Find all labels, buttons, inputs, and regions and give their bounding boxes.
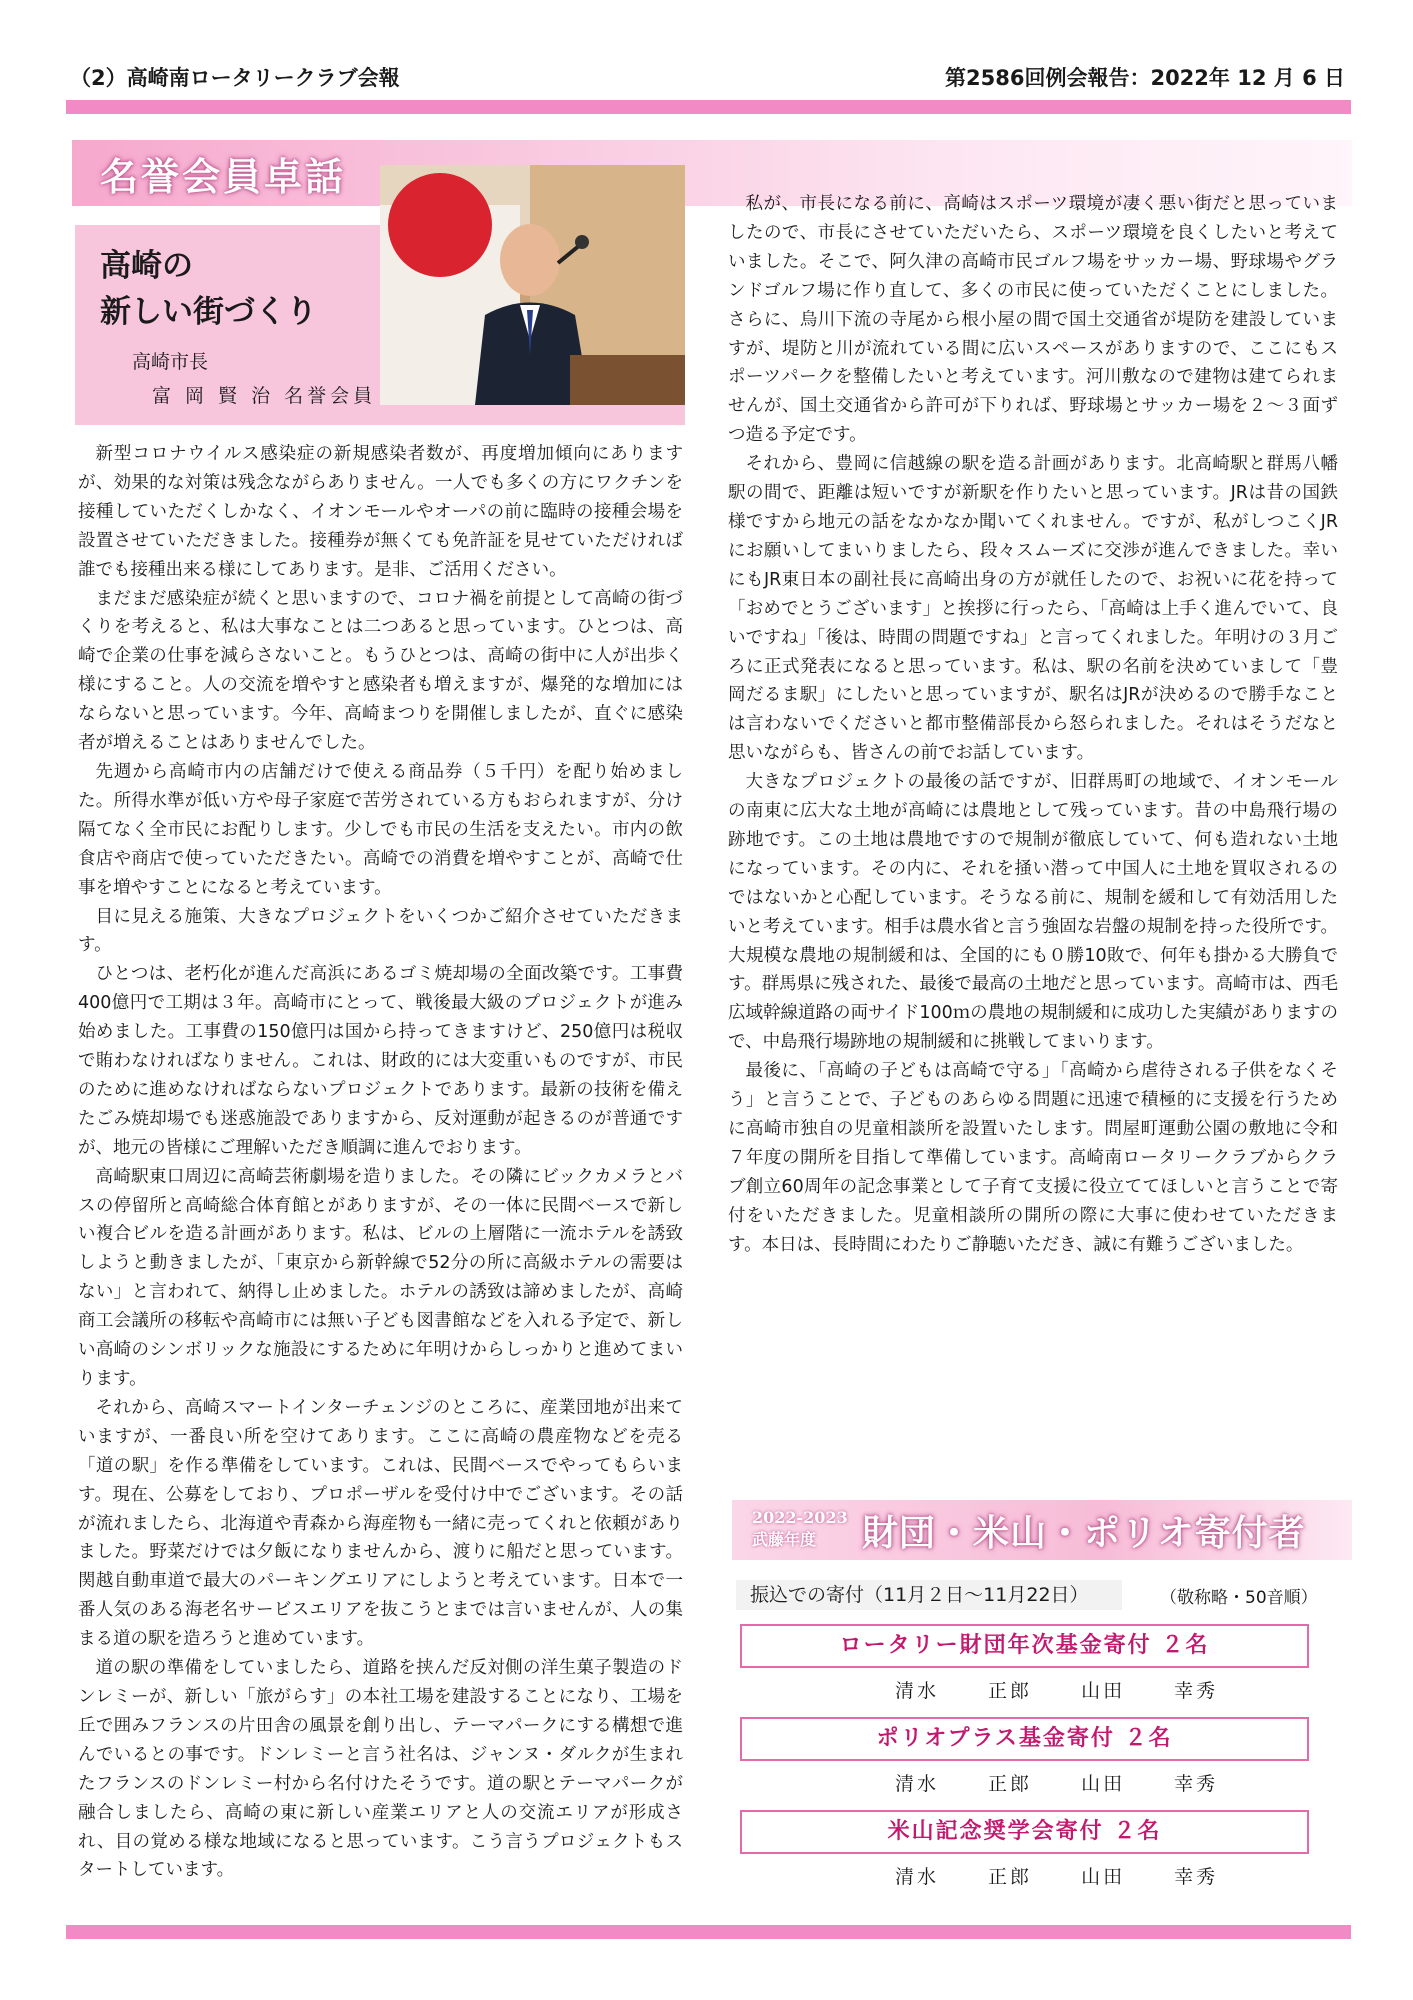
- article-paragraph: 私が、市長になる前に、高崎はスポーツ環境が凄く悪い街だと思っていましたので、市長にさせていただいたら、スポーツ環境を良くしたいと考えていました。そこで、阿久津の高崎市民ゴルフ場をサッカー場、野球場やグランドゴルフ場に作り直して、多くの市民に使っていただくことにしました。さらに、烏川下流の寺尾から根小屋の間で国土交通省が堤防を建設していますが、堤防と川が流れている間に広いスペースがありますので、ここにもスポーツパークを整備したいと考えています。河川敷なので建物は建てられませんが、国土交通省から許可が下りれば、野球場とサッカー場を２～３面ずつ造る予定です。: [728, 194, 1338, 446]
- order-note: （敬称略・50音順）: [1160, 1588, 1318, 1608]
- article-paragraph: それから、高崎スマートインターチェンジのところに、産業団地が出来ていますが、一番良い所を空けてあります。ここに高崎の農産物などを売る「道の駅」を作る準備をしています。これは、民間ベースでやってもらいます。現在、公募をしており、プロポーザルを受付け中でございます。その話が流れましたら、北海道や青森から海産物も一緒に売ってくれと依頼がありました。野菜だけでは夕飯になりませんから、渡りに船だと思っています。関越自動車道で最大のパーキングエリアにしようと考えています。日本で一番人気のある海老名サービスエリアを抜こうとまでは言いませんが、人の集まる道の駅を造ろうと進めています。: [78, 1397, 683, 1650]
- fund-donor-names: 清水 正郎 山田 幸秀: [895, 1773, 1219, 1795]
- article-paragraph: それから、豊岡に信越線の駅を造る計画があります。北高崎駅と群馬八幡駅の間で、距離は短いですが新駅を作りたいと思っています。JRは昔の国鉄様ですから地元の話をなかなか聞いてくれません。ですが、私がしつこくJRにお願いしてまいりましたら、段々スムーズに交渉が進んできました。幸いにもJR東日本の副社長に高崎出身の方が就任したので、お祝いに花を持って「おめでとうございます」と挨拶に行ったら、「高崎は上手く進んでいて、良いですね」「後は、時間の問題ですね」と言ってくれました。年明けの３月ごろに正式発表になると思っています。私は、駅の名前を決めていまして「豊岡だるま駅」にしたいと思っていますが、駅名はJRが決めるので勝手なことは言わないでくださいと都市整備部長から怒られました。それはそうだなと思いながらも、皆さんの前でお話しています。: [728, 454, 1338, 764]
- newsletter-header-left: （2）高崎南ロータリークラブ会報: [70, 66, 400, 90]
- bottom-divider: [66, 1925, 1351, 1939]
- fund-donor-names: 清水 正郎 山田 幸秀: [895, 1866, 1219, 1888]
- article-left-column: [78, 440, 683, 1885]
- speaker-name: 富 岡 賢 治 名誉会員: [152, 385, 377, 407]
- article-paragraph: 大きなプロジェクトの最後の話ですが、旧群馬町の地域で、イオンモールの南東に広大な土地が高崎には農地として残っています。昔の中島飛行場の跡地です。この土地は農地ですので規制が徹底していて、何も造れない土地になっています。その内に、それを掻い潜って中国人に土地を買収されるのではないかと心配しています。そうなる前に、規制を緩和して有効活用したいと考えています。相手は農水省と言う強固な岩盤の規制を持った役所です。大規模な農地の規制緩和は、全国的にも０勝10敗で、何年も掛かる大勝負です。群馬県に残された、最後で最高の土地だと思っています。高崎市は、西毛広域幹線道路の両サイド100ｍの農地の規制緩和に成功した実績がありますので、中島飛行場跡地の規制緩和に挑戦してまいります。: [728, 772, 1338, 1053]
- donor-year-name: 武藤年度: [752, 1530, 817, 1549]
- fund-polio-plus: ポリオプラス基金寄付 ２名: [740, 1717, 1309, 1761]
- newsletter-header-right: 第2586回例会報告：2022年 12 月 6 日: [945, 66, 1345, 90]
- article-paragraph: 新型コロナウイルス感染症の新規感染者数が、再度増加傾向にありますが、効果的な対策は残念ながらありません。一人でも多くの方にワクチンを接種していただくしかなく、イオンモールやオーパの前に臨時の接種会場を設置させていただきました。接種券が無くても免許証を見せていただければ誰でも接種出来る様にしてあります。是非、ご活用ください。: [78, 444, 683, 580]
- article-paragraph: ひとつは、老朽化が進んだ高浜にあるゴミ焼却場の全面改築です。工事費400億円で工期は３年。高崎市にとって、戦後最大級のプロジェクトが進み始めました。工事費の150億円は国から持ってきますけど、250億円は税収で賄わなければなりません。これは、財政的には大変重いものですが、市民のために進めなければならないプロジェクトであります。最新の技術を備えたごみ焼却場でも迷惑施設でありますから、反対運動が起きるのが普通ですが、地元の皆様にご理解いただき順調に進んでおります。: [78, 964, 683, 1158]
- article-title-line1: 高崎の: [100, 248, 193, 284]
- article-right-column: [728, 190, 1338, 1260]
- speaker-photo: [380, 165, 685, 405]
- donor-title: 財団・米山・ポリオ寄付者: [862, 1512, 1306, 1554]
- section-title: 名誉会員卓話: [100, 154, 347, 199]
- article-paragraph: 高崎駅東口周辺に高崎芸術劇場を造りました。その隣にビックカメラとバスの停留所と高崎総合体育館とがありますが、その一体に民間ベースで新しい複合ビルを造る計画があります。私は、ビルの上層階に一流ホテルを誘致しようと動きましたが、「東京から新幹線で52分の所に高級ホテルの需要はない」と言われて、納得し止めました。ホテルの誘致は諦めましたが、高崎商工会議所の移転や高崎市には無い子ども図書館などを入れる予定で、新しい高崎のシンボリックな施設にするために年明けからしっかりと進めてまいります。: [78, 1166, 683, 1389]
- article-paragraph: 先週から高崎市内の店舗だけで使える商品券（５千円）を配り始めました。所得水準が低い方や母子家庭で苦労されている方もおられますが、分け隔てなく全市民にお配りします。少しでも市民の生活を支えたい。市内の飲食店や商店で使っていただきたい。高崎での消費を増やすことが、高崎で仕事を増やすことになると考えています。: [78, 761, 683, 898]
- article-title: [100, 243, 317, 335]
- speaker-role: 高崎市長: [132, 351, 209, 373]
- article-paragraph: 道の駅の準備をしていましたら、道路を挟んだ反対側の洋生菓子製造のドンレミーが、新しい「旅がらす」の本社工場を建設することになり、工場を丘で囲みフランスの片田舎の風景を創り出し、テーマパークにする構想で進んでいるとの事です。ドンレミーと言う社名は、ジャンヌ・ダルクが生まれたフランスのドンレミー村から名付けたそうです。道の駅とテーマパークが融合しましたら、高崎の東に新しい産業エリアと人の交流エリアが形成され、目の覚める様な地域になると思っています。こう言うプロジェクトもスタートしています。: [78, 1658, 683, 1881]
- fund-donor-names: 清水 正郎 山田 幸秀: [895, 1680, 1219, 1702]
- top-divider: [66, 100, 1351, 114]
- article-title-line2: 新しい街づくり: [100, 294, 317, 330]
- fund-rotary-foundation: ロータリー財団年次基金寄付 ２名: [740, 1624, 1309, 1668]
- article-paragraph: 目に見える施策、大きなプロジェクトをいくつかご紹介させていただきます。: [78, 906, 683, 956]
- article-paragraph: まだまだ感染症が続くと思いますので、コロナ禍を前提として高崎の街づくりを考えると、私は大事なことは二つあると思っています。ひとつは、高崎で企業の仕事を減らさないこと。もうひとつは、高崎の街中に人が出歩く様にすること。人の交流を増やすと感染者も増えますが、爆発的な増加にはならないと思っています。今年、高崎まつりを開催しましたが、直ぐに感染者が増えることはありませんでした。: [78, 588, 683, 754]
- fund-yoneyama: 米山記念奨学会寄付 ２名: [740, 1810, 1309, 1854]
- article-paragraph: 最後に、「高崎の子どもは高崎で守る」「高崎から虐待される子供をなくそう」と言うことで、子どものあらゆる問題に迅速で積極的に支援を行うために高崎市独自の児童相談所を設置いたします。問屋町運動公園の敷地に令和７年度の開所を目指して準備しています。高崎南ロータリークラブからクラブ創立60周年の記念事業として子育て支援に役立ててほしいと言うことで寄付をいただきました。児童相談所の開所の際に大事に使わせていただきます。本日は、長時間にわたりご静聴いただき、誠に有難うございました。: [728, 1061, 1338, 1255]
- donor-year-range: 2022-2023: [752, 1508, 848, 1527]
- transfer-period-label: 振込での寄付（11月２日～11月22日）: [736, 1580, 1122, 1610]
- donor-year: [752, 1507, 848, 1551]
